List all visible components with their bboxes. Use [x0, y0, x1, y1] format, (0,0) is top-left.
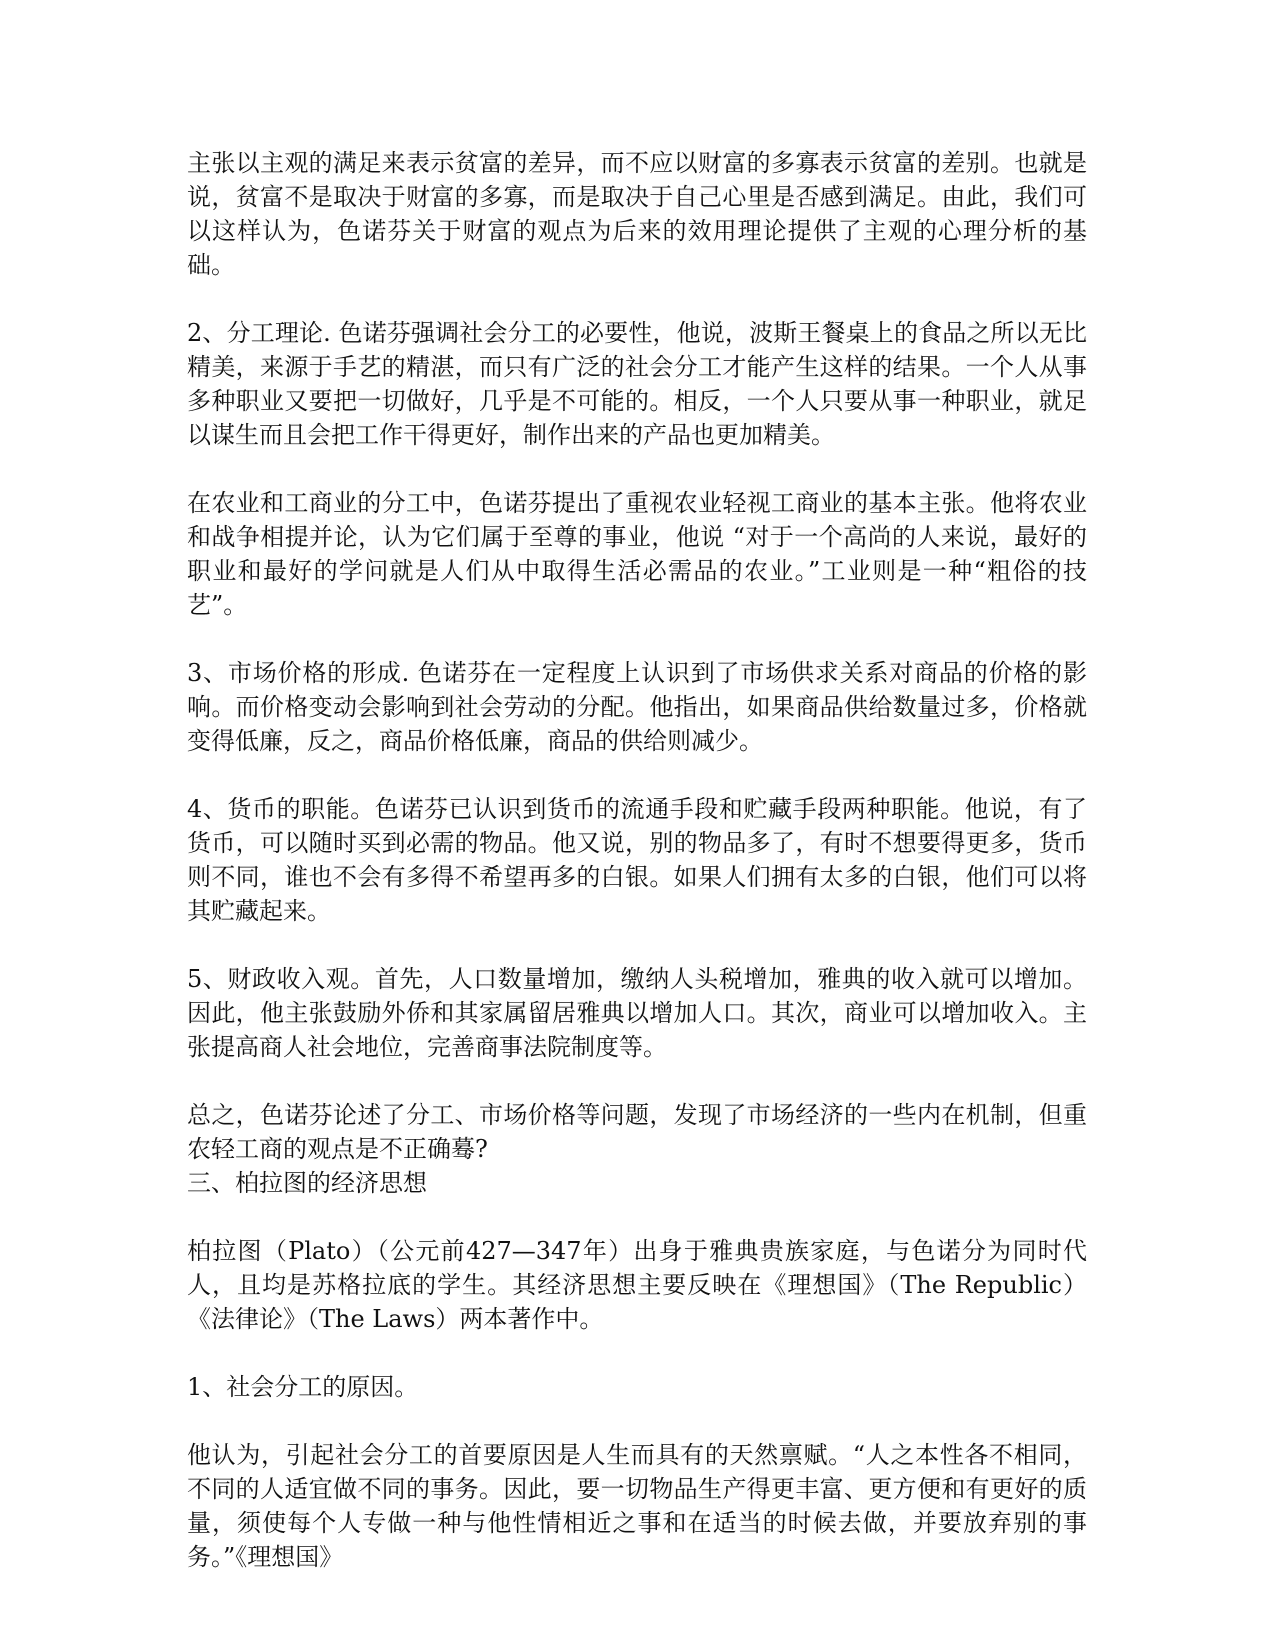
paragraph-wealth-satisfaction: 主张以主观的满足来表示贫富的差异，而不应以财富的多寡表示贫富的差别。也就是说，贫富不是取决于财富的多寡，而是取决于自己心里是否感到满足。由此，我们可以这样认为，色诺芬关于财富的观点为后来的效用理论提供了主观的心理分析的基础。 [187, 149, 1087, 279]
paragraph-fiscal-revenue: 5、财政收入观。首先，人口数量增加，缴纳人头税增加，雅典的收入就可以增加。因此，他主张鼓励外侨和其家属留居雅典以增加人口。其次，商业可以增加收入。主张提高商人社会地位，完善商事法院制度等。 [187, 965, 1087, 1061]
document-page [187, 146, 1087, 1608]
paragraph-conclusion: 总之，色诺芬论述了分工、市场价格等问题，发现了市场经济的一些内在机制，但重农轻工商的观点是不正确蓦? [187, 1101, 1087, 1163]
paragraph-plato-intro: 柏拉图（Plato）（公元前427—347年）出身于雅典贵族家庭，与色诺分为同时代人，且均是苏格拉底的学生。其经济思想主要反映在《理想国》（The Republic）《法律论》（The Laws）两本著作中。 [187, 1237, 1087, 1333]
paragraph-agriculture-vs-commerce: 在农业和工商业的分工中，色诺芬提出了重视农业轻视工商业的基本主张。他将农业和战争相提并论，认为它们属于至尊的事业，他说 “对于一个高尚的人来说，最好的职业和最好的学问就是人们从中取得生活必需品的农业。”工业则是一种“粗俗的技艺”。 [187, 489, 1087, 619]
section-heading-plato: 三、柏拉图的经济思想 [187, 1169, 427, 1197]
paragraph-causes-heading: 1、社会分工的原因。 [187, 1373, 419, 1401]
paragraph-natural-endowment: 他认为，引起社会分工的首要原因是人生而具有的天然禀赋。“人之本性各不相同，不同的人适宜做不同的事务。因此，要一切物品生产得更丰富、更方便和有更好的质量，须使每个人专做一种与他性情相近之事和在适当的时候去做，并要放弃别的事务。”《理想国》 [187, 1441, 1087, 1571]
paragraph-money-functions: 4、货币的职能。色诺芬已认识到货币的流通手段和贮藏手段两种职能。他说，有了货币，可以随时买到必需的物品。他又说，别的物品多了，有时不想要得更多，货币则不同，谁也不会有多得不希望再多的白银。如果人们拥有太多的白银，他们可以将其贮藏起来。 [187, 795, 1087, 925]
paragraph-market-price: 3、市场价格的形成. 色诺芬在一定程度上认识到了市场供求关系对商品的价格的影响。而价格变动会影响到社会劳动的分配。他指出，如果商品供给数量过多，价格就变得低廉，反之，商品价格低廉，商品的供给则减少。 [187, 659, 1087, 755]
paragraph-division-of-labor: 2、分工理论. 色诺芬强调社会分工的必要性，他说，波斯王餐桌上的食品之所以无比精美，来源于手艺的精湛，而只有广泛的社会分工才能产生这样的结果。一个人从事多种职业又要把一切做好，几乎是不可能的。相反，一个人只要从事一种职业，就足以谋生而且会把工作干得更好，制作出来的产品也更加精美。 [187, 319, 1087, 449]
